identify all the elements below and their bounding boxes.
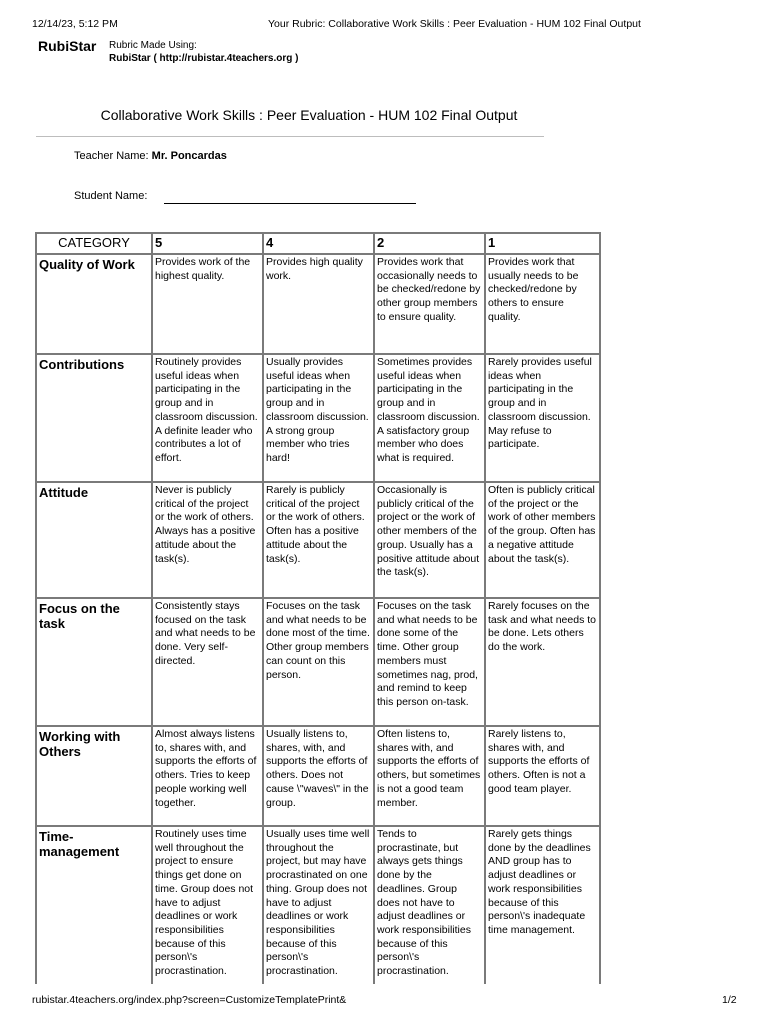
made-using-label: Rubric Made Using: <box>109 40 197 51</box>
print-footer-url: rubistar.4teachers.org/index.php?screen=CustomizeTemplatePrint& <box>32 994 347 1006</box>
table-cell: Provides work that usually needs to be checked/redone by others to ensure quality. <box>485 254 600 354</box>
table-cell: Occasionally is publicly critical of the project or the work of other members of the group. Usually has a positive attitude about the task(s). <box>374 482 485 598</box>
row-category: Time-management <box>36 826 152 984</box>
row-category: Working with Others <box>36 726 152 826</box>
table-row <box>36 726 600 826</box>
rubric-table <box>35 232 601 984</box>
table-row <box>36 482 600 598</box>
print-page-number: 1/2 <box>722 994 737 1006</box>
row-category: Focus on the task <box>36 598 152 726</box>
table-cell: Never is publicly critical of the project or the work of others. Always has a positive attitude about the task(s). <box>152 482 263 598</box>
table-cell: Rarely gets things done by the deadlines AND group has to adjust deadlines or work responsibilities because of this person\'s inadequate time management. <box>485 826 600 984</box>
row-category: Contributions <box>36 354 152 482</box>
table-cell: Often is publicly critical of the project or the work of other members of the group. Often has a negative attitude about the task(s). <box>485 482 600 598</box>
title-divider <box>36 136 544 137</box>
table-cell: Rarely is publicly critical of the project or the work of others. Often has a positive attitude about the task(s). <box>263 482 374 598</box>
teacher-label: Teacher Name: <box>74 150 149 162</box>
table-header-row <box>36 233 600 254</box>
table-cell: Usually listens to, shares, with, and supports the efforts of others. Does not cause \"waves\" in the group. <box>263 726 374 826</box>
table-cell: Almost always listens to, shares with, and supports the efforts of others. Tries to keep people working well together. <box>152 726 263 826</box>
teacher-name-line <box>74 150 227 162</box>
teacher-name: Mr. Poncardas <box>151 150 227 162</box>
table-cell: Provides work of the highest quality. <box>152 254 263 354</box>
table-cell: Focuses on the task and what needs to be done most of the time. Other group members can count on this person. <box>263 598 374 726</box>
row-category: Attitude <box>36 482 152 598</box>
table-cell: Rarely focuses on the task and what needs to be done. Lets others do the work. <box>485 598 600 726</box>
table-cell: Rarely listens to, shares with, and supports the efforts of others. Often is not a good team player. <box>485 726 600 826</box>
table-cell: Provides high quality work. <box>263 254 374 354</box>
header-score-1: 1 <box>485 233 600 254</box>
table-cell: Routinely provides useful ideas when participating in the group and in classroom discussion. A definite leader who contributes a lot of effort. <box>152 354 263 482</box>
table-cell: Usually provides useful ideas when participating in the group and in classroom discussion. A strong group member who tries hard! <box>263 354 374 482</box>
table-cell: Rarely provides useful ideas when participating in the group and in classroom discussion. May refuse to participate. <box>485 354 600 482</box>
rubistar-link[interactable]: RubiStar ( http://rubistar.4teachers.org ) <box>109 53 299 64</box>
student-name-blank <box>164 203 416 204</box>
table-cell: Provides work that occasionally needs to be checked/redone by other group members to ensure quality. <box>374 254 485 354</box>
made-using-note <box>109 39 298 65</box>
row-category: Quality of Work <box>36 254 152 354</box>
table-cell: Sometimes provides useful ideas when participating in the group and in classroom discussion. A satisfactory group member who does what is required. <box>374 354 485 482</box>
table-row <box>36 354 600 482</box>
print-page-title: Your Rubric: Collaborative Work Skills : Peer Evaluation - HUM 102 Final Output <box>268 18 641 30</box>
table-cell: Routinely uses time well throughout the project to ensure things get done on time. Group does not have to adjust deadlines or work responsibilities because of this person\'s procrastination. <box>152 826 263 984</box>
table-cell: Focuses on the task and what needs to be done some of the time. Other group members must sometimes nag, prod, and remind to keep this person on-task. <box>374 598 485 726</box>
table-cell: Usually uses time well throughout the project, but may have procrastinated on one thing. Group does not have to adjust deadlines or work responsibilities because of this person\'s procrastination. <box>263 826 374 984</box>
rubric-title: Collaborative Work Skills : Peer Evaluation - HUM 102 Final Output <box>100 107 518 123</box>
student-label: Student Name: <box>74 190 148 202</box>
table-cell: Tends to procrastinate, but always gets things done by the deadlines. Group does not have to adjust deadlines or work responsibilities because of this person\'s procrastination. <box>374 826 485 984</box>
table-row <box>36 254 600 354</box>
print-datetime: 12/14/23, 5:12 PM <box>32 18 118 30</box>
header-score-2: 2 <box>374 233 485 254</box>
table-row <box>36 826 600 984</box>
header-score-5: 5 <box>152 233 263 254</box>
header-category: CATEGORY <box>36 233 152 254</box>
table-row <box>36 598 600 726</box>
header-score-4: 4 <box>263 233 374 254</box>
rubistar-logo: RubiStar <box>38 38 97 54</box>
table-cell: Consistently stays focused on the task and what needs to be done. Very self-directed. <box>152 598 263 726</box>
table-cell: Often listens to, shares with, and supports the efforts of others, but sometimes is not a good team member. <box>374 726 485 826</box>
